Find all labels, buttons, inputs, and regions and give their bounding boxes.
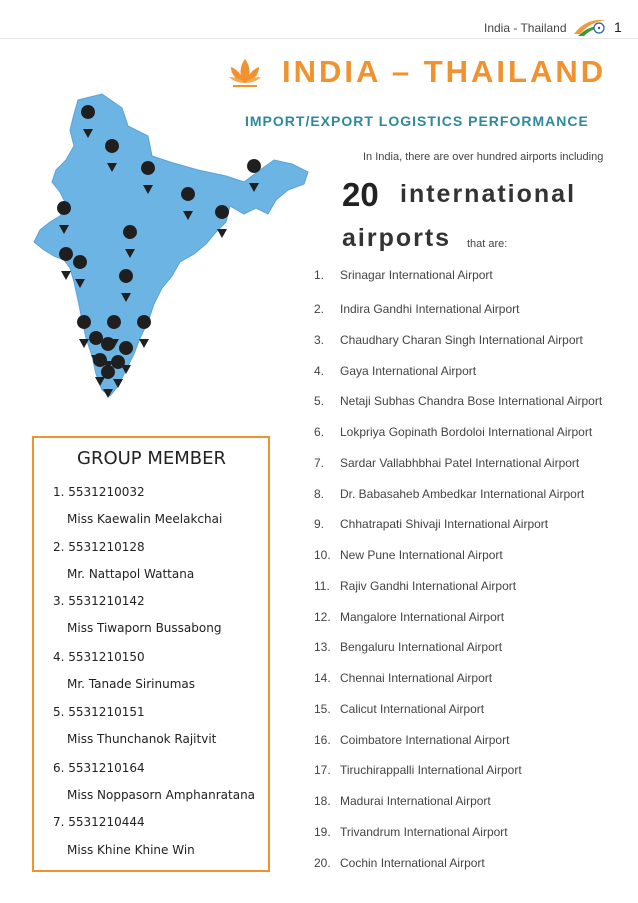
member-name: Mr. Nattapol Wattana	[67, 567, 195, 581]
list-item: 4. Gaya International Airport	[314, 364, 477, 378]
member-id: 6. 5531210164	[53, 761, 145, 775]
member-name: Miss Thunchanok Rajitvit	[67, 732, 217, 746]
headline-word-airports: airports	[342, 224, 452, 252]
india-flag-swoosh-icon	[572, 16, 608, 38]
airport-count: 20	[342, 176, 379, 213]
list-item: 7. Sardar Vallabhbhai Patel International Airport	[314, 456, 580, 470]
member-name: Mr. Tanade Sirinumas	[67, 677, 196, 691]
india-map-icon	[30, 90, 310, 410]
page-number: 1	[614, 19, 622, 35]
list-item: 9. Chhatrapati Shivaji International Airport	[314, 517, 549, 531]
member-name: Miss Tiwaporn Bussabong	[67, 621, 222, 635]
member-name: Miss Kaewalin Meelakchai	[67, 512, 223, 526]
header-title: India - Thailand	[484, 21, 567, 35]
list-item: 3. Chaudhary Charan Singh International Airport	[314, 333, 583, 347]
list-item: 14. Chennai International Airport	[314, 671, 493, 685]
list-item: 6. Lokpriya Gopinath Bordoloi International Airport	[314, 425, 593, 439]
headline-suffix: that are:	[467, 238, 508, 250]
member-id: 7. 5531210444	[53, 815, 145, 829]
list-item: 10. New Pune International Airport	[314, 548, 503, 562]
member-id: 5. 5531210151	[53, 705, 145, 719]
list-item: 15. Calicut International Airport	[314, 702, 485, 716]
member-id: 1. 5531210032	[53, 485, 145, 499]
page-subtitle: IMPORT/EXPORT LOGISTICS PERFORMANCE	[245, 113, 589, 129]
list-item: 19. Trivandrum International Airport	[314, 825, 508, 839]
member-name: Miss Noppasorn Amphanratana	[67, 788, 256, 802]
page-title: INDIA – THAILAND	[282, 54, 607, 89]
list-item: 18. Madurai International Airport	[314, 794, 491, 808]
list-item: 1. Srinagar International Airport	[314, 268, 493, 282]
list-item: 17. Tiruchirappalli International Airport	[314, 763, 522, 777]
list-item: 12. Mangalore International Airport	[314, 610, 505, 624]
list-item: 5. Netaji Subhas Chandra Bose International Airport	[314, 394, 603, 408]
list-item: 16. Coimbatore International Airport	[314, 733, 510, 747]
list-item: 13. Bengaluru International Airport	[314, 640, 503, 654]
member-id: 2. 5531210128	[53, 540, 145, 554]
header-divider	[0, 38, 638, 39]
intro-text: In India, there are over hundred airports including	[363, 151, 604, 163]
member-id: 4. 5531210150	[53, 650, 145, 664]
list-item: 11. Rajiv Gandhi International Airport	[314, 579, 517, 593]
list-item: 20. Cochin International Airport	[314, 856, 485, 870]
member-name: Miss Khine Khine Win	[67, 843, 195, 857]
member-id: 3. 5531210142	[53, 594, 145, 608]
lotus-icon	[227, 55, 263, 89]
headline-word-international: international	[400, 180, 577, 208]
list-item: 2. Indira Gandhi International Airport	[314, 302, 520, 316]
group-title: GROUP MEMBER	[77, 448, 227, 469]
list-item: 8. Dr. Babasaheb Ambedkar International Airport	[314, 487, 585, 501]
